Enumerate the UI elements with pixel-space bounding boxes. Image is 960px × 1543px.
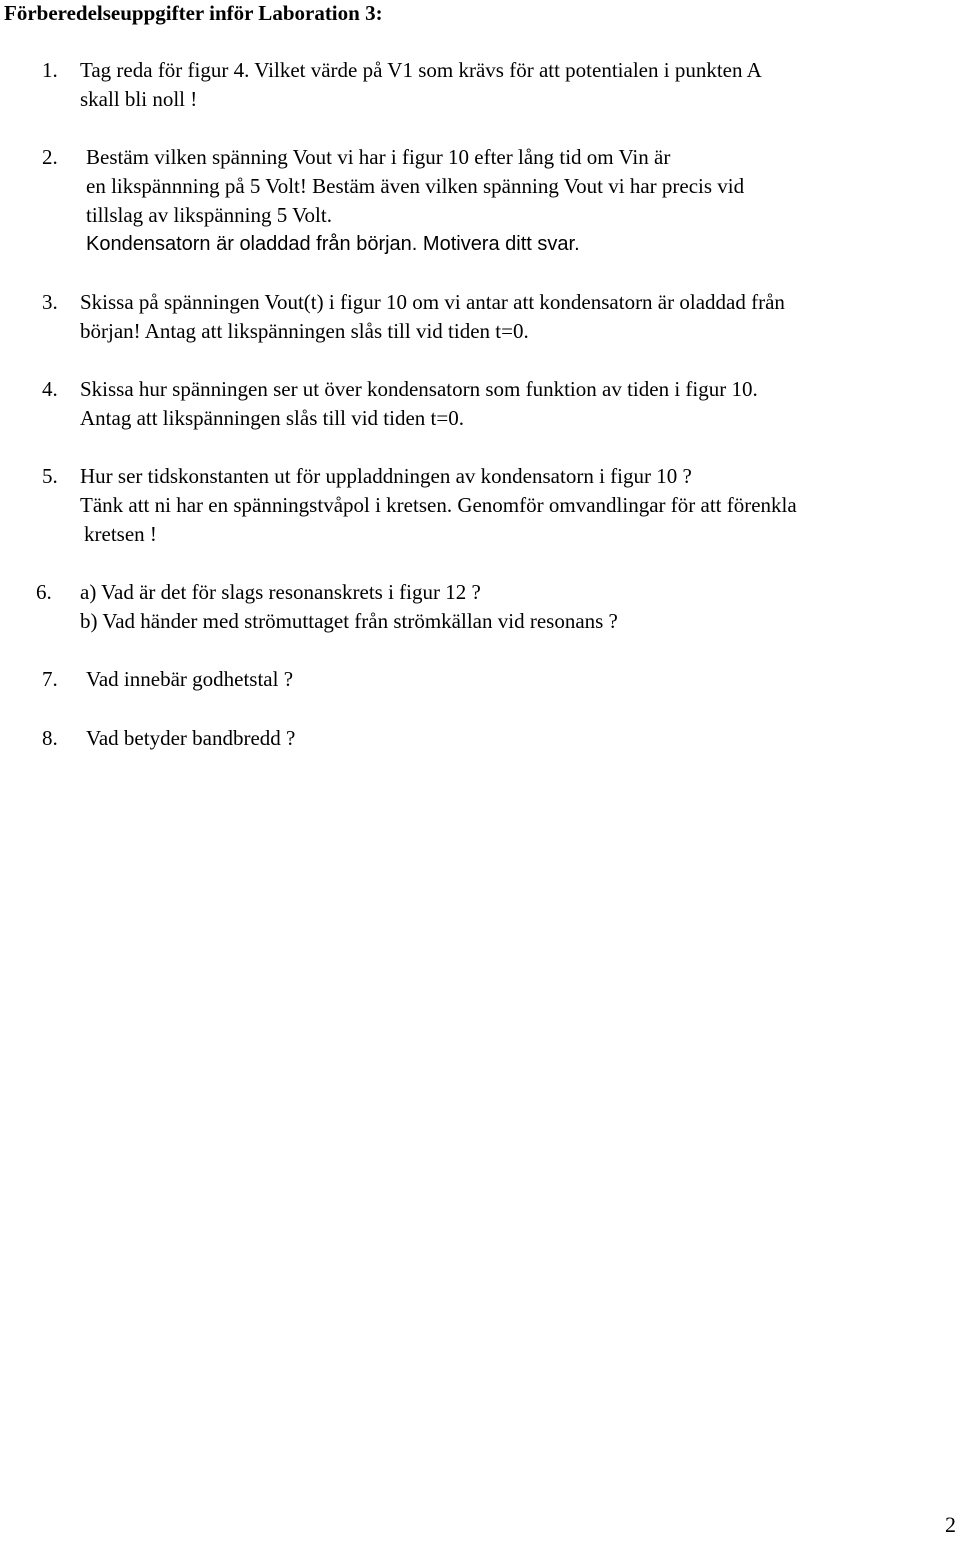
question-text-line: Skissa på spänningen Vout(t) i figur 10 om vi antar att kondensatorn är oladdad från bbox=[80, 290, 785, 314]
question-number: 8. bbox=[42, 726, 58, 750]
question-text-line: Vad betyder bandbredd ? bbox=[86, 726, 296, 750]
question-text-line: Vad innebär godhetstal ? bbox=[86, 667, 294, 691]
question-text-line: Tag reda för figur 4. Vilket värde på V1 som krävs för att potentialen i punkten A bbox=[80, 58, 762, 82]
question-text-line: tillslag av likspänning 5 Volt. bbox=[86, 203, 332, 227]
question-number: 1. bbox=[42, 58, 58, 82]
question-text-line: kretsen ! bbox=[84, 522, 157, 546]
question-text-line: b) Vad händer med strömuttaget från strömkällan vid resonans ? bbox=[80, 609, 618, 633]
page-title: Förberedelseuppgifter inför Laboration 3: bbox=[4, 1, 383, 25]
question-text-line: Skissa hur spänningen ser ut över kondensatorn som funktion av tiden i figur 10. bbox=[80, 377, 758, 401]
question-text-line: början! Antag att likspänningen slås till vid tiden t=0. bbox=[80, 319, 529, 343]
question-text-line: Tänk att ni har en spänningstvåpol i kretsen. Genomför omvandlingar för att förenkla bbox=[80, 493, 797, 517]
question-text-line: Kondensatorn är oladdad från början. Motivera ditt svar. bbox=[86, 233, 580, 255]
question-number: 4. bbox=[42, 377, 58, 401]
question-text-line: Bestäm vilken spänning Vout vi har i figur 10 efter lång tid om Vin är bbox=[86, 145, 671, 169]
question-number: 5. bbox=[42, 464, 58, 488]
question-text-line: en likspännning på 5 Volt! Bestäm även vilken spänning Vout vi har precis vid bbox=[86, 174, 745, 198]
question-text-line: skall bli noll ! bbox=[80, 87, 198, 111]
question-number: 7. bbox=[42, 667, 58, 691]
question-text-line: a) Vad är det för slags resonanskrets i figur 12 ? bbox=[80, 580, 481, 604]
question-number: 3. bbox=[42, 290, 58, 314]
question-number: 2. bbox=[42, 145, 58, 169]
page-number: 2 bbox=[945, 1512, 956, 1537]
question-text-line: Antag att likspänningen slås till vid tiden t=0. bbox=[80, 406, 464, 430]
question-number: 6. bbox=[36, 580, 52, 604]
question-text-line: Hur ser tidskonstanten ut för uppladdningen av kondensatorn i figur 10 ? bbox=[80, 464, 692, 488]
